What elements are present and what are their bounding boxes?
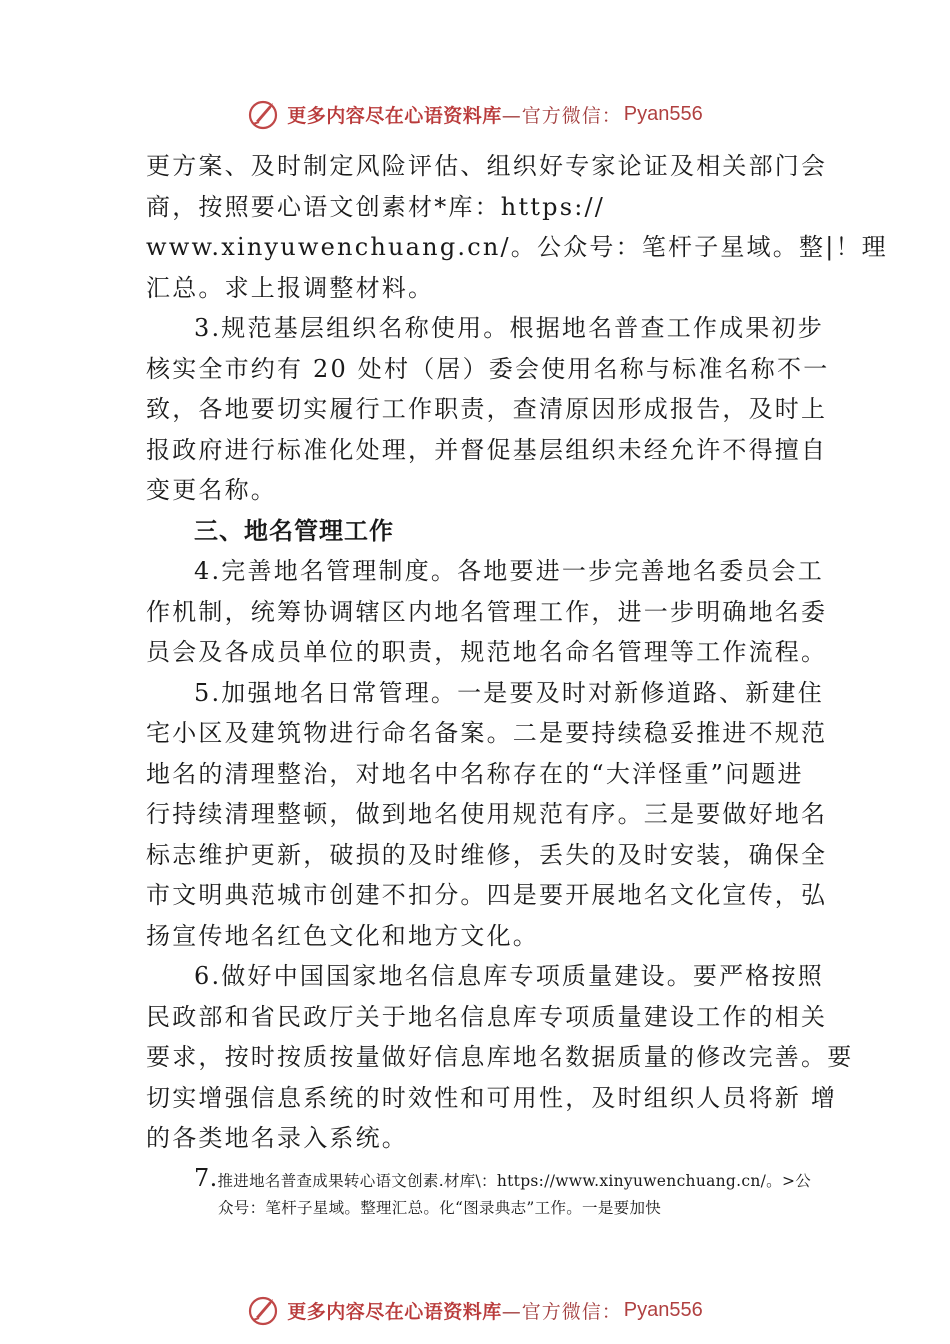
body-line: 6.做好中国国家地名信息库专项质量建设。要严格按照 [194, 962, 824, 990]
banner-subtitle: —官方微信： [501, 1300, 622, 1323]
body-line: 民政部和省民政厅关于地名信息库专项质量建设工作的相关 [146, 1002, 828, 1031]
body-line: 作机制，统筹协调辖区内地名管理工作，进一步明确地名委 [146, 597, 828, 626]
body-line: 致，各地要切实履行工作职责，查清原因形成报告，及时上 [146, 395, 828, 423]
banner-wechat-id: Pyan556 [623, 1298, 703, 1321]
small-print-line: 众号：笔杆子星域。整理汇总。化“图录典志”工作。一是要加快 [218, 1198, 662, 1217]
section-heading: 三、地名管理工作 [194, 516, 394, 545]
body-line: 行持续清理整顿，做到地名使用规范有序。三是要做好地名 [146, 800, 828, 828]
quill-logo-icon [247, 97, 281, 131]
body-line: 的各类地名录入系统。 [146, 1124, 408, 1152]
body-line: 切实增强信息系统的时效性和可用性，及时组织人员将新 增 [146, 1083, 838, 1112]
body-line: 3.规范基层组织名称使用。根据地名普查工作成果初步 [194, 314, 824, 342]
footer-banner [0, 1290, 950, 1330]
body-line: 市文明典范城市创建不扣分。四是要开展地名文化宣传，弘 [146, 881, 828, 909]
body-line: www.xinyuwenchuang.cn/。公众号：笔杆子星域。整|！理 [146, 233, 888, 261]
body-line: 标志维护更新，破损的及时维修，丢失的及时安装，确保全 [146, 840, 828, 869]
body-line: 要求，按时按质按量做好信息库地名数据质量的修改完善。要 [146, 1043, 854, 1071]
body-line: 4.完善地名管理制度。各地要进一步完善地名委员会工 [194, 557, 824, 585]
banner-wechat-id: Pyan556 [623, 102, 703, 125]
body-line: 核实全市约有 20 处村（居）委会使用名称与标准名称不一 [146, 354, 830, 383]
body-line: 宅小区及建筑物进行命名备案。二是要持续稳妥推进不规范 [146, 719, 828, 747]
body-line: 员会及各成员单位的职责，规范地名命名管理等工作流程。 [146, 638, 828, 666]
banner-title: 更多内容尽在心语资料库 [287, 1300, 502, 1323]
body-line: 变更名称。 [146, 476, 277, 504]
banner-title: 更多内容尽在心语资料库 [287, 104, 502, 127]
body-line: 报政府进行标准化处理，并督促基层组织未经允许不得擅自 [146, 435, 828, 464]
body-line: 更方案、及时制定风险评估、组织好专家论证及相关部门会 [146, 152, 828, 180]
document-body [146, 146, 888, 1223]
header-banner [0, 94, 950, 134]
body-line: 汇总。求上报调整材料。 [146, 273, 435, 302]
body-line: 商，按照要心语文创素材*库：https:// [146, 192, 606, 221]
banner-subtitle: —官方微信： [501, 104, 622, 127]
small-print-line [146, 1163, 836, 1193]
body-line: 5.加强地名日常管理。一是要及时对新修道路、新建住 [194, 678, 824, 707]
quill-logo-icon [247, 1293, 281, 1327]
item-number: 7. [194, 1163, 218, 1192]
body-line: 扬宣传地名红色文化和地方文化。 [146, 921, 539, 950]
body-line: 地名的清理整治，对地名中名称存在的“大洋怪重”问题进 [146, 759, 804, 788]
small-print-text: 推进地名普查成果转心语文创素.材库\：https://www.xinyuwenchuang.cn/。>公 [217, 1171, 812, 1190]
